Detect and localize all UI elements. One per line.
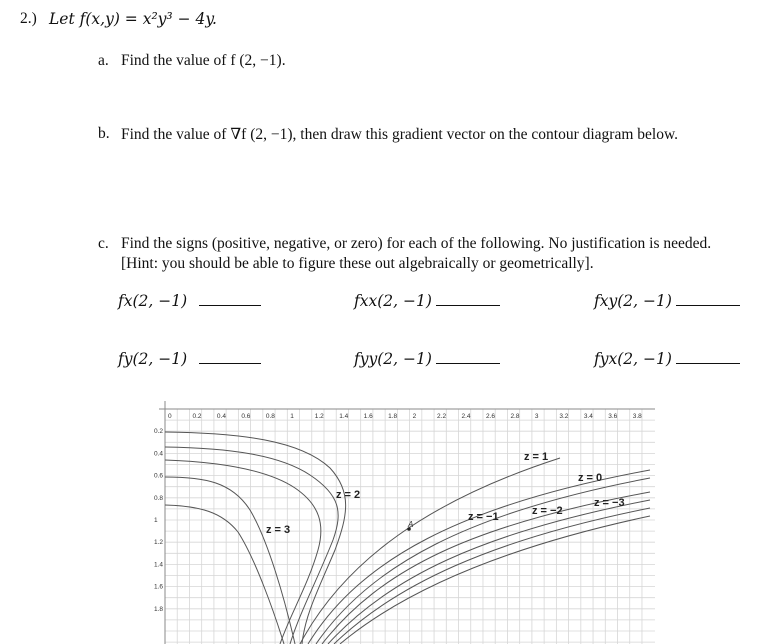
x-tick-label: 1.8 [388, 413, 398, 420]
contour-label-z2: z = 2 [336, 489, 361, 501]
x-tick-label: 2.8 [510, 413, 520, 420]
x-tick-label: 0.6 [241, 413, 251, 420]
x-tick-label: 1.4 [339, 413, 349, 420]
y-tick-label: 1.4 [154, 561, 164, 569]
y-tick-label: 0.6 [154, 472, 164, 480]
contour-label-zm2: z = −2 [532, 505, 563, 517]
x-tick-label: 0.8 [265, 413, 275, 420]
contour-label-zm3: z = −3 [594, 497, 625, 509]
part-a-text: Find the value of f (2, −1). [121, 52, 286, 69]
y-tick-label: 0.8 [154, 494, 164, 502]
part-b-text: Find the value of ∇f (2, −1), then draw this gradient vector on the contour diagram below. [121, 126, 679, 143]
fyx-label: fyx(2, −1) [594, 350, 740, 368]
x-tick-label: 2.2 [437, 413, 447, 420]
part-b-letter: b. [98, 125, 110, 142]
y-tick-label: 1.8 [154, 605, 164, 613]
x-tick-label: 0.4 [216, 413, 226, 420]
y-tick-label: 0.2 [154, 428, 164, 436]
contour-label-z1: z = 1 [524, 451, 549, 463]
x-tick-label: 3.2 [559, 413, 569, 420]
x-tick-label: 3.6 [608, 413, 618, 420]
part-c-line2: [Hint: you should be able to figure these out algebraically or geometrically]. [121, 255, 594, 272]
y-tick-label: 1.6 [154, 583, 164, 591]
problem-number: 2.) [20, 10, 37, 27]
y-tick-label: 0.4 [154, 450, 164, 458]
x-tick-label: 2.6 [485, 413, 496, 420]
x-tick-label: 3 [534, 413, 539, 420]
contour-z2-c [165, 460, 321, 644]
y-tick-label: 1.2 [154, 539, 164, 547]
contour-label-z3: z = 3 [266, 524, 291, 536]
contour-curves [165, 432, 650, 644]
x-tick-label: 0 [168, 413, 172, 420]
part-c-letter: c. [98, 235, 109, 252]
part-c-line1: Find the signs (positive, negative, or zero) for each of the following. No justification is needed. [121, 235, 712, 252]
fx-label: fx(2, −1) [118, 292, 261, 310]
contour-zm2 [334, 508, 650, 644]
problem-stem: Let f(x,y) = x²y³ − 4y. [49, 10, 217, 28]
part-a-letter: a. [98, 52, 109, 69]
contour-label-zm1: z = −1 [468, 511, 499, 523]
x-tick-label: 1 [290, 413, 294, 420]
point-a-label: A [408, 520, 414, 529]
x-tick-label: 2 [412, 413, 417, 420]
x-tick-label: 0.2 [192, 413, 202, 420]
fy-label: fy(2, −1) [118, 350, 261, 368]
contour-label-z0: z = 0 [578, 472, 603, 484]
x-tick-label: 3.4 [583, 413, 593, 420]
fxx-label: fxx(2, −1) [354, 292, 500, 310]
fxy-label: fxy(2, −1) [594, 292, 740, 310]
x-tick-label: 1.6 [363, 413, 373, 420]
contour-z2-a [165, 432, 346, 644]
y-tick-label: 1 [154, 517, 158, 524]
x-tick-label: 2.4 [461, 413, 471, 420]
contour-z2-b [165, 447, 338, 644]
x-tick-label: 1.2 [314, 413, 324, 420]
fyy-label: fyy(2, −1) [354, 350, 500, 368]
x-tick-label: 3.8 [632, 413, 642, 420]
